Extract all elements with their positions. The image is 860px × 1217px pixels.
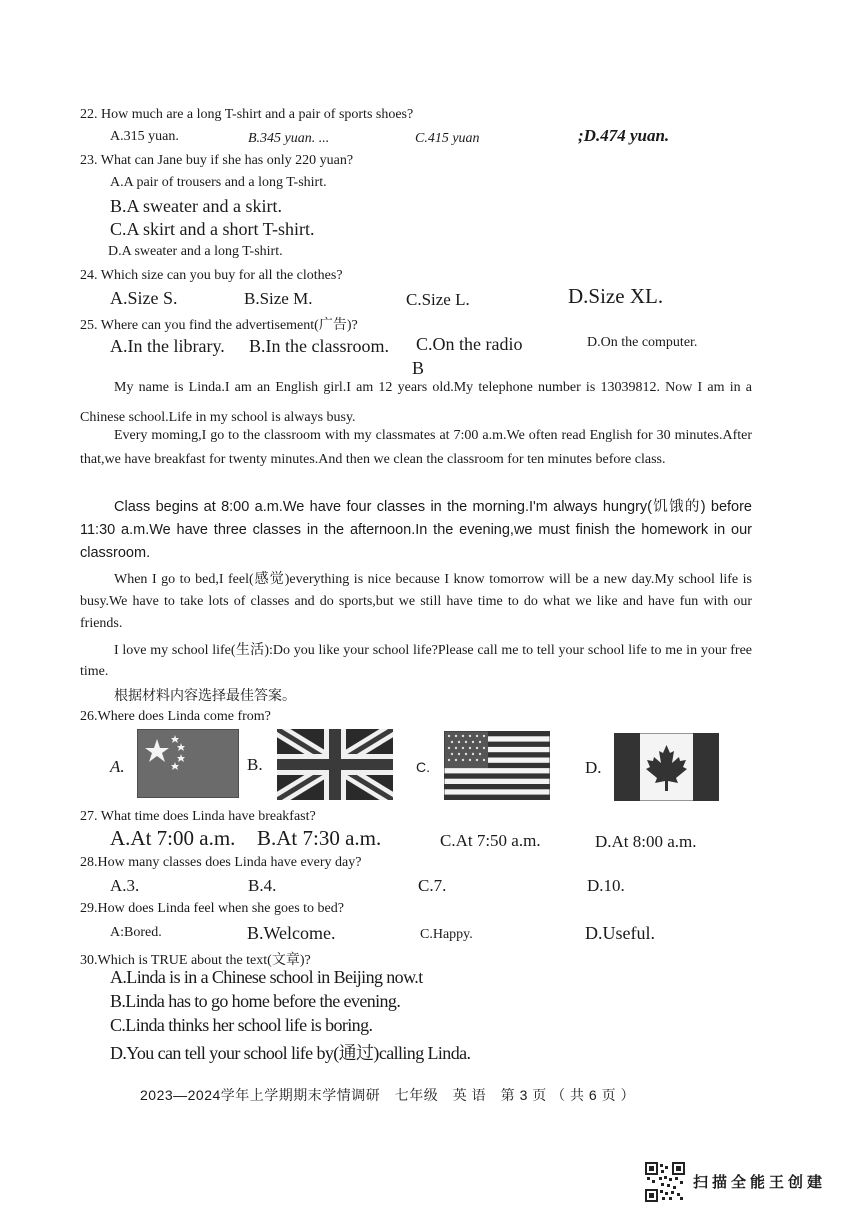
china-flag-icon (137, 729, 239, 798)
q28-option-a: A.3. (110, 876, 140, 895)
q25-option-d: D.On the computer. (587, 335, 698, 350)
passage-paragraph-2: Every moming,I go to the classroom with my classmates at 7:00 a.m.We often read English for 30 minutes.After that,we have breakfast for twenty minutes.And then we clean the classroom for ten minutes before class. (80, 428, 752, 467)
q25-option-a: A.In the library. (110, 336, 225, 356)
q26-option-d: D. (585, 758, 602, 777)
q22-stem: 22. How much are a long T-shirt and a pair of sports shoes? (80, 107, 414, 122)
q27-option-b: B.At 7:30 a.m. (257, 826, 382, 850)
q30-option-a: A.Linda is in a Chinese school in Beijing now.t (110, 967, 423, 987)
q22-option-c: C.415 yuan (415, 131, 480, 146)
q29-option-d: D.Useful. (585, 923, 655, 943)
canada-flag-icon (614, 733, 719, 801)
q28-stem: 28.How many classes does Linda have every day? (80, 855, 362, 870)
q25-option-c: C.On the radio (416, 334, 523, 354)
q23-option-c: C.A skirt and a short T-shirt. (110, 219, 315, 239)
q27-option-c: C.At 7:50 a.m. (440, 831, 541, 850)
q23-option-a: A.A pair of trousers and a long T-shirt. (110, 175, 327, 190)
uk-flag-icon (277, 729, 393, 800)
q26-option-c: C. (416, 759, 430, 775)
q22-option-d: ;D.474 yuan. (578, 126, 670, 145)
qr-code-icon (645, 1162, 685, 1202)
q24-stem: 24. Which size can you buy for all the clothes? (80, 268, 343, 283)
q24-option-a: A.Size S. (110, 288, 178, 308)
q24-option-d: D.Size XL. (568, 284, 664, 308)
usa-flag-icon (444, 731, 550, 800)
q25-option-b: B.In the classroom. (249, 336, 389, 356)
q26-option-a: A. (110, 757, 125, 776)
q30-option-d: D.You can tell your school life by(通过)calling Linda. (110, 1043, 471, 1063)
q22-option-a: A.315 yuan. (110, 129, 179, 144)
q24-option-c: C.Size L. (406, 290, 470, 309)
q26-stem: 26.Where does Linda come from? (80, 709, 271, 724)
scanner-watermark-label: 扫描全能王创建 (693, 1174, 827, 1191)
section-b-heading: B (412, 358, 425, 378)
q27-option-a: A.At 7:00 a.m. (110, 826, 236, 850)
q30-option-c: C.Linda thinks her school life is boring. (110, 1015, 373, 1035)
q30-option-b: B.Linda has to go home before the evening. (110, 991, 401, 1011)
q22-option-b: B.345 yuan. ... (248, 131, 330, 146)
q29-option-b: B.Welcome. (247, 923, 336, 943)
q26-option-b: B. (247, 755, 263, 774)
page-footer: 2023—2024学年上学期期末学情调研 七年级 英 语 第 3 页 （ 共 6 页 ） (140, 1087, 635, 1103)
q28-option-b: B.4. (248, 876, 277, 895)
instruction-text: 根据材料内容选择最佳答案。 (114, 687, 296, 703)
passage-paragraph-1: My name is Linda.I am an English girl.I am 12 years old.My telephone number is 13039812. Now I am in a Chinese school.Life in my school is always busy. (80, 380, 752, 425)
q29-stem: 29.How does Linda feel when she goes to bed? (80, 901, 344, 916)
q24-option-b: B.Size M. (244, 289, 313, 308)
passage-paragraph-3: Class begins at 8:00 a.m.We have four classes in the morning.I'm always hungry(饥饿的) before 11:30 a.m.We have three classes in the afternoon.In the evening,we must finish the homework in our classroom. (80, 499, 752, 561)
passage-paragraph-5: I love my school life(生活):Do you like your school life?Please call me to tell your school life to me in your free time. (80, 643, 752, 679)
q23-option-d: D.A sweater and a long T-shirt. (108, 244, 283, 259)
q28-option-d: D.10. (587, 876, 625, 895)
q29-option-a: A:Bored. (110, 925, 162, 940)
q30-stem: 30.Which is TRUE about the text(文章)? (80, 953, 311, 968)
q27-stem: 27. What time does Linda have breakfast? (80, 809, 316, 824)
q25-stem: 25. Where can you find the advertisement(广告)? (80, 318, 358, 333)
q27-option-d: D.At 8:00 a.m. (595, 832, 697, 851)
q23-stem: 23. What can Jane buy if she has only 220 yuan? (80, 153, 354, 168)
q23-option-b: B.A sweater and a skirt. (110, 196, 282, 216)
q29-option-c: C.Happy. (420, 927, 473, 942)
q28-option-c: C.7. (418, 876, 447, 895)
passage-paragraph-4: When I go to bed,I feel(感觉)everything is nice because I know tomorrow will be a new day.My school life is busy.We have to take lots of classes and do sports,but we still have time to do what we like and have fun with our friends. (80, 572, 752, 631)
